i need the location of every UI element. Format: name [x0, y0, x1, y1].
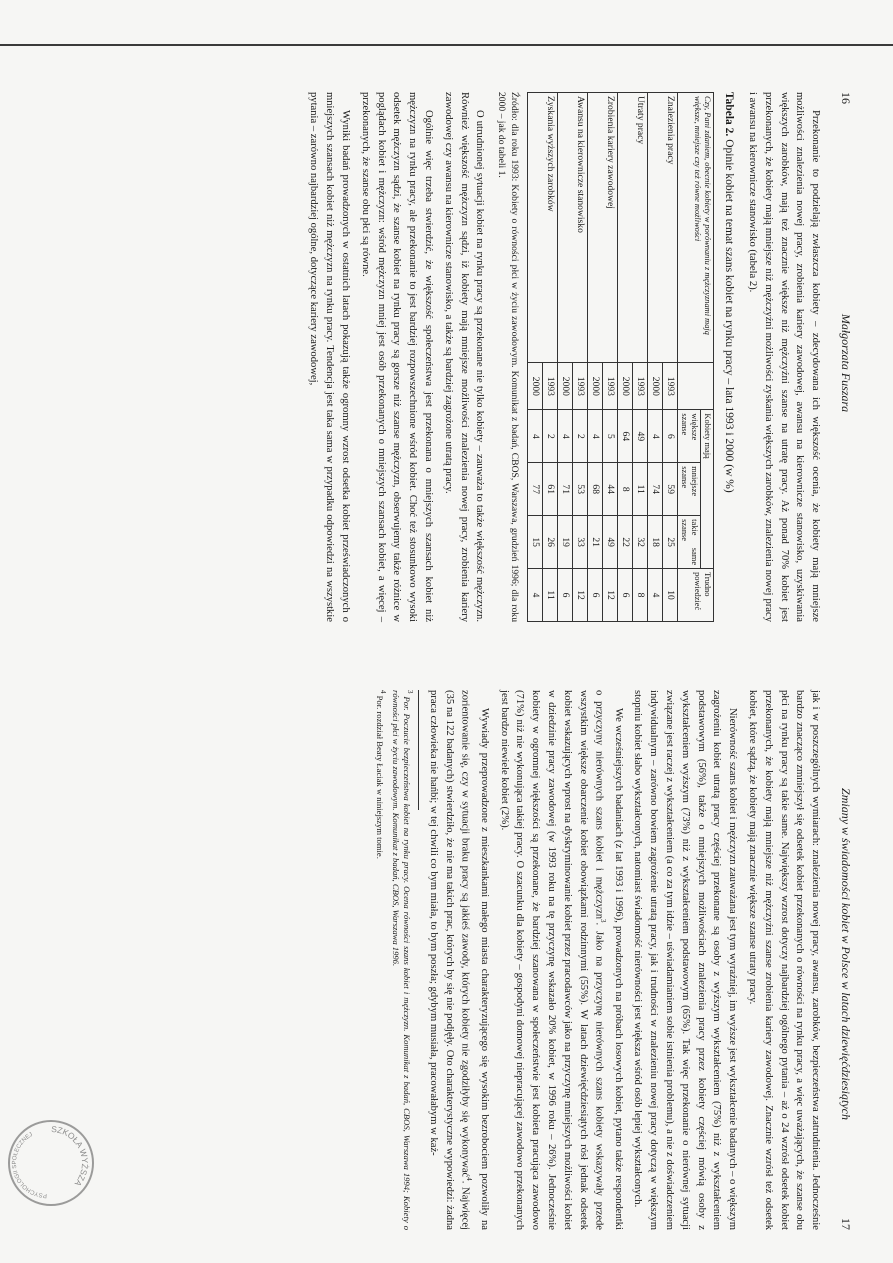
table-cell: 4	[588, 410, 603, 463]
table-cell: 18	[648, 516, 663, 569]
row-label: Zrobienia kariery zawodowej	[588, 93, 618, 363]
row-label: Znalezienia pracy	[648, 93, 678, 363]
table-cell: 2	[573, 410, 588, 463]
paragraph: jak i w poszczególnych wymiarach: znalezienia nowej pracy, awansu, zarobków, bezpieczeństwa zatrudnienia. Jednocześnie bardzo znacząco zmniejszył się odsetek kobiet przekonanych o równości na rynku pracy, a więc uważających, że szanse obu płci na rynku pracy są takie same. Największy wzrost dotyczy najbardziej ogólnego pytania – aż o 24 wzrósł odsetek kobiet przekonanych, że kobiety mają mniejsze niż mężczyźni szanse zrobienia kariery zawodowej. Znacznie wzrósł też odsetek kobiet, które sądzą, że kobiety mają znacznie większe szanse utraty pracy.	[747, 690, 822, 1230]
row-label: Awansu na kierownicze stanowisko	[558, 93, 588, 363]
table-title: Tabela 2. Opinie kobiet na temat szans kobiet na rynku pracy – lata 1993 i 2000 (w %)	[723, 92, 736, 493]
col-header: mniejsze szanse	[678, 463, 701, 516]
footnote: $^3$ Por. Poczucie bezpieczeństwa kobiet na rynku pracy. Ocena równości szans kobiet i mężczyzn. Komunikat z badań, CBOS, Warszawa 1994; Kobiety o równości płci w życiu zawodowym. Komunikat z badań, CBOS, Warszawa 1996.	[391, 690, 415, 1230]
table-cell: 4	[558, 410, 573, 463]
left-page-header	[837, 92, 853, 622]
table-row	[663, 93, 678, 622]
table-cell: 6	[558, 569, 573, 622]
row-label: Utraty pracy	[618, 93, 648, 363]
paragraph: Przekonanie to podzielają zwłaszcza kobiety – zdecydowana ich większość ocenia, że kobiety mają mniejsze możliwości znalezienia nowej pracy, zrobienia kariery zawodowej, awansu na kierownicze stanowisko, uzyskiwania większych zarobków, mają też znacznie większe niż mężczyźni szanse na utratę pracy. Aż ponad 70% kobiet jest przekonanych, że kobiety mają mniejsze niż mężczyźni możliwości zyskania większych zarobków, znalezienia nowej pracy i awansu na kierownicze stanowisko (tabela 2).	[747, 92, 822, 622]
table-cell: 6	[663, 410, 678, 463]
table-cell: 11	[543, 569, 558, 622]
row-year: 1993	[663, 363, 678, 410]
table-cell: 12	[573, 569, 588, 622]
col-header: Trudno powiedzieć	[678, 569, 714, 622]
opinions-table	[527, 92, 714, 622]
col-header: większe szanse	[678, 410, 701, 463]
table-source: Źródło: dla roku 1993: Kobiety o równości płci w życiu zawodowym. Komunikat z badań, CBOS, Warszawa, grudzień 1996; dla roku 2000 – jak do tabeli 1.	[496, 92, 521, 622]
table-cell: 21	[588, 516, 603, 569]
row-year: 2000	[528, 363, 543, 410]
page-number: 17	[839, 1218, 853, 1230]
table-row	[543, 93, 558, 622]
stamp-text-top: SZKOŁA WYŻSZA	[50, 1123, 91, 1189]
svg-text:SZKOŁA WYŻSZA	[51, 1124, 90, 1189]
table-cell: 26	[543, 516, 558, 569]
table-cell: 5	[603, 410, 618, 463]
table-cell: 19	[558, 516, 573, 569]
row-year: 2000	[588, 363, 603, 410]
table-cell: 77	[528, 463, 543, 516]
table-cell: 32	[633, 516, 648, 569]
table-cell: 4	[528, 569, 543, 622]
row-year: 1993	[603, 363, 618, 410]
table-cell: 68	[588, 463, 603, 516]
paragraph: Nierówność szans kobiet i mężczyzn zauważana jest tym wyraźniej, im wyższe jest wykształcenie badanych – o większym zagrożeniu kobiet utratą pracy częściej przekonane są osoby z wyższym wykształceniem (75%) niż z wykształceniem podstawowym (56%), także o mniejszych możliwościach znalezienia pracy przez kobiety częściej mówią osoby z wykształceniem wyższym (73%) niż z wykształceniem podstawowym (65%). Tak więc przekonanie o nierównej sytuacji związane jest raczej z wykształceniem (a co za tym idzie – uświadamianiem sobie istnienia problemu), a nie z doświadczeniem indywidualnym – zarówno bowiem zagrożenie utratą pracy, jak i trudności w znalezieniu nowej pracy dotyczą w większym stopniu kobiet słabo wykształconych, natomiast świadomość nierówności jest większa wśród osób lepiej wykształconych.	[632, 690, 739, 1230]
paragraph: O utrudnionej sytuacji kobiet na rynku pracy są przekonane nie tylko kobiety – zauważa to także większość mężczyzn. Również większość mężczyzn sądzi, iż kobiety mają mniejsze możliwości znalezienia nowej pracy, zrobienia kariery zawodowej czy awansu na kierownicze stanowisko, a także są bardziej zagrożone utratą pracy.	[442, 92, 486, 622]
paragraph: Wyniki badań prowadzonych w ostatnich latach pokazują także ogromny wzrost odsetka kobiet przeświadczonych o mniejszych szansach kobiet niż mężczyzn na rynku pracy. Tendencja jest taka sama w przypadku odpowiedzi na wszystkie pytania – zarówno najbardziej ogólne, dotyczące kariery zawodowej,	[308, 92, 352, 622]
table-cell: 61	[543, 463, 558, 516]
row-year: 1993	[573, 363, 588, 410]
footnote: $^4$ Por. rozdział Beaty Łaciak w niniejszym tomie.	[375, 690, 388, 859]
table-cell: 2	[543, 410, 558, 463]
table-cell: 10	[663, 569, 678, 622]
table-cell: 49	[603, 516, 618, 569]
table-cell: 49	[633, 410, 648, 463]
table-cell: 6	[588, 569, 603, 622]
table-cell: 4	[648, 569, 663, 622]
table-cell: 22	[618, 516, 633, 569]
table-cell: 25	[663, 516, 678, 569]
table-cell: 15	[528, 516, 543, 569]
table-row	[603, 93, 618, 622]
table-cell: 44	[603, 463, 618, 516]
library-stamp	[8, 1120, 94, 1206]
group-header: Kobiety mają	[701, 410, 714, 569]
table-cell: 12	[603, 569, 618, 622]
row-label: Zyskania wyższych zarobków	[528, 93, 558, 363]
row-year: 2000	[618, 363, 633, 410]
row-year: 1993	[633, 363, 648, 410]
right-page-header	[837, 690, 853, 1230]
row-year: 1993	[543, 363, 558, 410]
table-row	[573, 93, 588, 622]
left-page	[73, 92, 853, 622]
col-header: takie same szanse	[678, 516, 701, 569]
table-cell: 33	[573, 516, 588, 569]
running-head: Małgorzata Fuszara	[839, 313, 853, 413]
table-cell: 4	[648, 410, 663, 463]
svg-text:PSYCHOLOGII SPOŁECZNEJ	[12, 1132, 47, 1198]
question-header: Czy, Pani zdaniem, obecnie kobiety w porównaniu z mężczyznami mają większe, mniejsze czy też równe możliwości	[678, 93, 714, 363]
table-cell: 11	[633, 463, 648, 516]
row-year: 2000	[558, 363, 573, 410]
table-cell: 8	[633, 569, 648, 622]
table-cell: 64	[618, 410, 633, 463]
table-cell: 4	[528, 410, 543, 463]
stamp-text-bottom: PSYCHOLOGII SPOŁECZNEJ	[11, 1131, 48, 1199]
footnote-rule	[418, 690, 419, 810]
table-cell: 53	[573, 463, 588, 516]
table-cell: 6	[618, 569, 633, 622]
paragraph: Wywiady przeprowadzone z mieszkankami małego miasta charakteryzującego się wysokim bezrobociem pozwoliły na zorientowanie się, czy w sytuacji braku pracy są jakieś zawody, których kobiety nie zgodziłyby się wykonywać$^4$. Najwięcej (35 na 122 badanych) stwierdziło, że nie ma takich prac, których by się nie podjęły. Oto charakterystyczne wypowiedzi: żadna praca człowieka nie hańbi; w tej chwili co bym miała, to bym poszła; gdybym musiała, pracowałabym w każ-	[427, 690, 490, 1230]
table-cell: 59	[663, 463, 678, 516]
table-row	[633, 93, 648, 622]
table-cell: 74	[648, 463, 663, 516]
footnote-ref: 3	[598, 919, 607, 923]
paragraph: Ogólnie więc trzeba stwierdzić, że większość społeczeństwa jest przekonana o mniejszych szansach kobiet niż mężczyzn na rynku pracy, ale przekonanie to jest bardziej rozpowszechnione wśród kobiet. Choć też stosunkowo wysoki odsetek mężczyzn sądzi, że szanse kobiet na rynku pracy są gorsze niż szanse mężczyzn, obserwujemy także różnice w poglądach kobiet i mężczyzn: wśród mężczyzn mniej jest osób przekonanych o mniejszych szansach kobiet, a więcej – przekonanych, że szanse obu płci są równe.	[359, 92, 435, 622]
right-page	[73, 690, 853, 1230]
table-cell: 8	[618, 463, 633, 516]
page-number: 16	[839, 92, 853, 104]
row-year: 2000	[648, 363, 663, 410]
footnote-ref: 4	[464, 1177, 473, 1181]
table-cell: 71	[558, 463, 573, 516]
paragraph: We wcześniejszych badaniach (z lat 1993 i 1996), prowadzonych na próbach losowych kobiet, pytano także respondentki o przyczyny nierównych szans kobiet i mężczyzn$^3$. Jako na przyczynę nierównych szans kobiety wskazywały przede wszystkim większe obarczenie kobiet obowiązkami rodzinnymi (55%). W latach dziewięćdziesiątych rósł jednak odsetek kobiet wskazujących wprost na dyskryminowanie kobiet przez pracodawców jako na przyczynę mniejszych możliwości kobiet w dziedzinie pracy zawodowej (w 1993 roku na tę przyczynę wskazało 20% kobiet, w 1996 roku – 26%). Jednocześnie kobiety w ogromnej większości są przekonane, że bardziej szanowana w społeczeństwie jest kobieta pracująca zawodowo (71%) niż nie wykonująca takiej pracy. O szacunku dla kobiety – gospodyni domowej niepracującej zawodowo przekonanych jest bardzo niewiele kobiet (2%).	[498, 690, 624, 1230]
running-head: Zmiany w świadomości kobiet w Polsce w latach dziewięćdziesiątych	[839, 788, 853, 1120]
